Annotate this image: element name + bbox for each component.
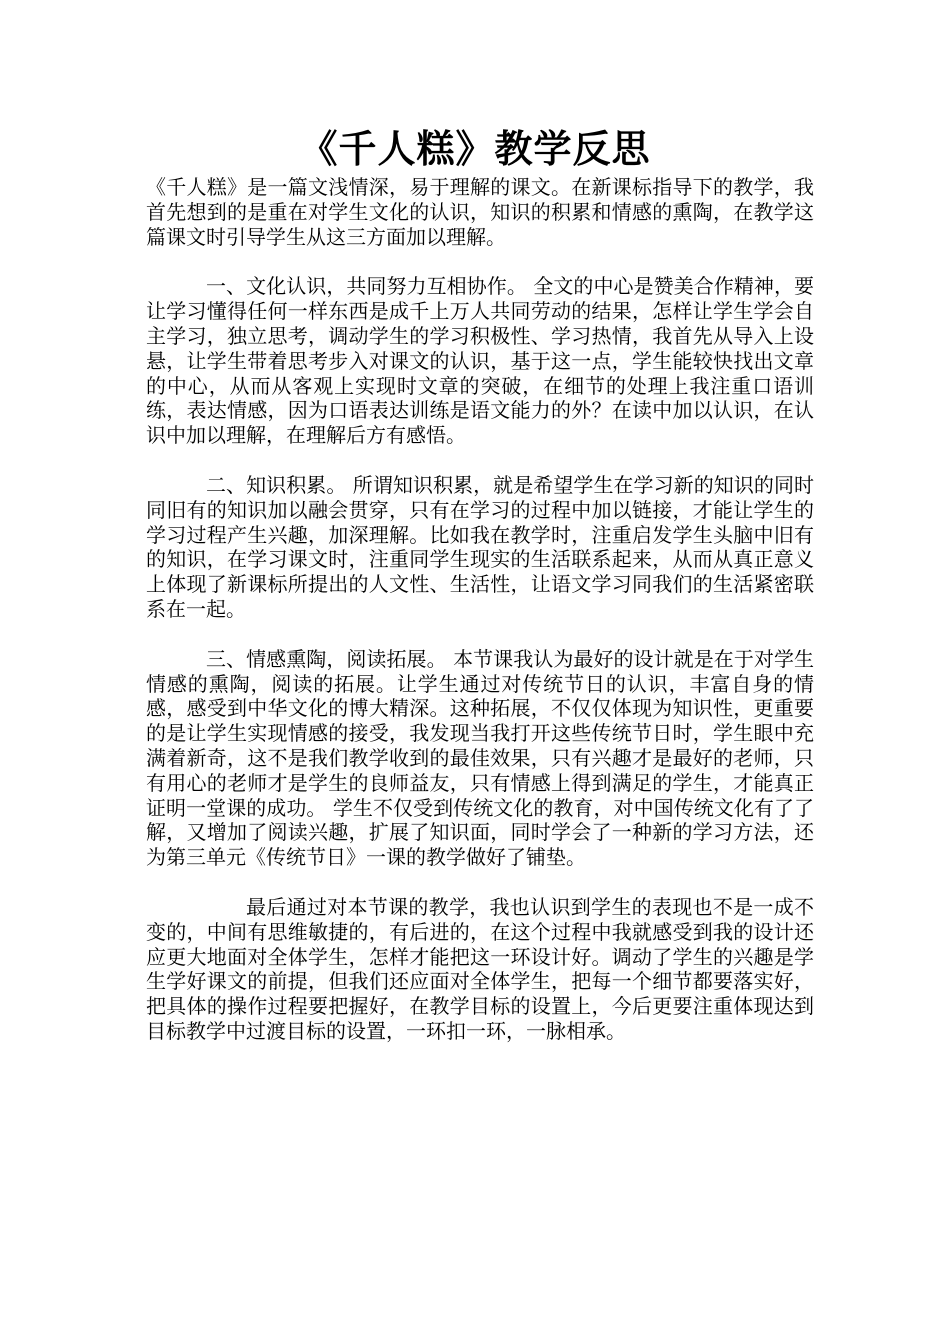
paragraph-intro: 《千人糕》是一篇文浅情深，易于理解的课文。在新课标指导下的教学，我首先想到的是重在对学生文化的认识，知识的积累和情感的熏陶，在教学这篇课文时引导学生从这三方面加以理解。 <box>146 175 814 249</box>
paragraph-spacer <box>146 870 814 895</box>
paragraph-section-1: 一、文化认识，共同努力互相协作。 全文的中心是赞美合作精神，要让学习懂得任何一样东西是成千上万人共同劳动的结果，怎样让学生学会自主学习，独立思考，调动学生的学习积极性、学习热情，我首先从导入上设悬，让学生带着思考步入对课文的认识，基于这一点，学生能较快找出文章的中心，从而从客观上实现时文章的突破，在细节的处理上我注重口语训练，表达情感，因为口语表达训练是语文能力的外？在读中加以认识，在认识中加以理解，在理解后方有感悟。 <box>146 274 814 448</box>
paragraph-spacer <box>146 622 814 647</box>
paragraph-conclusion: 最后通过对本节课的教学，我也认识到学生的表现也不是一成不变的，中间有思维敏捷的，有后进的，在这个过程中我就感受到我的设计还应更大地面对全体学生，怎样才能把这一环设计好。调动了学生的兴趣是学生学好课文的前提，但我们还应面对全体学生，把每一个细节都要落实好，把具体的操作过程要把握好，在教学目标的设置上，今后更要注重体现达到目标教学中过渡目标的设置，一环扣一环，一脉相承。 <box>146 894 814 1043</box>
paragraph-spacer <box>146 249 814 274</box>
paragraph-section-2: 二、知识积累。 所谓知识积累，就是希望学生在学习新的知识的同时同旧有的知识加以融会贯穿，只有在学习的过程中加以链接，才能让学生的学习过程产生兴趣，加深理解。比如我在教学时，注重启发学生头脑中旧有的知识，在学习课文时，注重同学生现实的生活联系起来，从而从真正意义上体现了新课标所提出的人文性、生活性，让语文学习同我们的生活紧密联系在一起。 <box>146 472 814 621</box>
paragraph-section-3: 三、情感熏陶，阅读拓展。 本节课我认为最好的设计就是在于对学生情感的熏陶，阅读的拓展。让学生通过对传统节日的认识，丰富自身的情感，感受到中华文化的博大精深。这种拓展，不仅仅体现为知识性，更重要的是让学生实现情感的接受，我发现当我打开这些传统节日时，学生眼中充满着新奇，这不是我们教学收到的最佳效果，只有兴趣才是最好的老师，只有用心的老师才是学生的良师益友，只有情感上得到满足的学生，才能真正证明一堂课的成功。 学生不仅受到传统文化的教育，对中国传统文化有了了解，又增加了阅读兴趣，扩展了知识面，同时学会了一种新的学习方法，还为第三单元《传统节日》一课的教学做好了铺垫。 <box>146 646 814 870</box>
document-title: 《千人糕》教学反思 <box>299 126 651 171</box>
paragraph-spacer <box>146 448 814 473</box>
document-body <box>146 175 814 1044</box>
